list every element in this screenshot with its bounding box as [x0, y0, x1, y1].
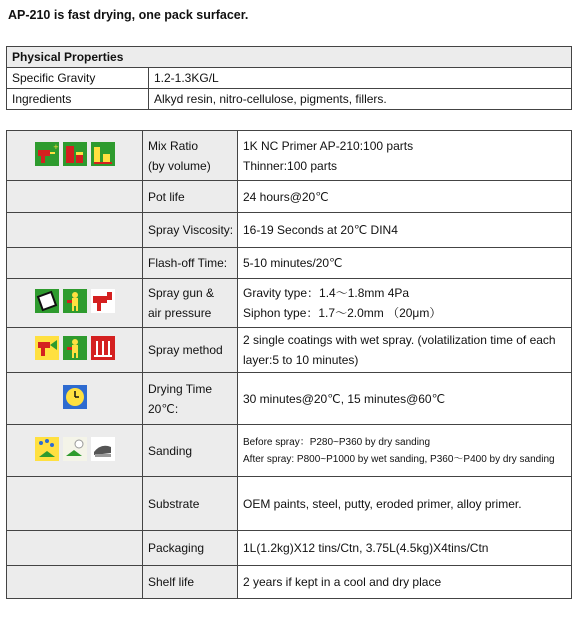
physical-properties-title: Physical Properties — [7, 47, 572, 68]
spec-icons-cell — [7, 425, 143, 477]
spec-label-line: air pressure — [148, 306, 212, 320]
spec-row — [7, 213, 572, 248]
property-label: Specific Gravity — [7, 68, 149, 89]
spec-icon-group — [63, 385, 87, 413]
spec-value-line: OEM paints, steel, putty, eroded primer, alloy primer. — [243, 496, 522, 511]
spec-value-line: Gravity type：1.4～1.8mm 4Pa — [243, 286, 410, 300]
spec-label-line: Packaging — [148, 541, 205, 555]
sprayer-person-icon — [63, 336, 87, 364]
spec-value — [238, 131, 572, 181]
spec-label — [143, 566, 238, 599]
table-header-row — [7, 47, 572, 68]
spec-icon-group — [35, 142, 115, 170]
spec-label-line: Spray gun & — [148, 286, 215, 300]
spec-row — [7, 328, 572, 373]
spec-icons-cell — [7, 531, 143, 566]
table-row — [7, 68, 572, 89]
mixing-ratio-icon — [91, 142, 115, 170]
spec-value-line: layer:5 to 10 minutes) — [243, 353, 359, 367]
spec-row — [7, 566, 572, 599]
spec-value-line: 2 single coatings with wet spray. (volatilization time of each — [243, 333, 556, 347]
table-row — [7, 89, 572, 110]
spec-label-line: Sanding — [148, 443, 193, 458]
spec-value — [238, 328, 572, 373]
spec-row — [7, 477, 572, 531]
spec-label — [143, 373, 238, 425]
page-heading: AP-210 is fast drying, one pack surfacer. — [8, 8, 249, 22]
spec-value-line: 16-19 Seconds at 20℃ DIN4 — [243, 223, 398, 237]
spec-label — [143, 279, 238, 328]
spec-label-line: Flash-off Time: — [148, 256, 228, 270]
spec-label-line: Mix Ratio — [148, 138, 199, 153]
spec-icons-cell — [7, 373, 143, 425]
spec-value — [238, 477, 572, 531]
wet-sanding-icon — [35, 437, 59, 465]
spec-label — [143, 477, 238, 531]
spec-row — [7, 131, 572, 181]
spec-value — [238, 373, 572, 425]
spec-value-line: After spray: P800~P1000 by wet sanding, P360～P400 by dry sanding — [243, 453, 555, 465]
spec-label-line: 20℃: — [148, 401, 179, 416]
spec-icons-cell — [7, 181, 143, 213]
spec-value-line: 30 minutes@20℃, 15 minutes@60℃ — [243, 391, 446, 406]
svg-text:+: + — [52, 142, 59, 151]
spec-value — [238, 279, 572, 328]
spec-label — [143, 131, 238, 181]
spec-label — [143, 531, 238, 566]
spray-gun-icon — [35, 142, 59, 170]
physical-properties-table — [6, 46, 572, 110]
spec-value-line: 2 years if kept in a cool and dry place — [243, 575, 442, 589]
spec-icons-cell — [7, 248, 143, 279]
spec-value — [238, 566, 572, 599]
spec-value-line: 1L(1.2kg)X12 tins/Ctn, 3.75L(4.5kg)X4tins/Ctn — [243, 541, 489, 555]
spec-icons-cell — [7, 566, 143, 599]
spec-label-line: Shelf life — [148, 575, 195, 589]
spec-row — [7, 373, 572, 425]
property-label: Ingredients — [7, 89, 149, 110]
spec-value-line: Siphon type：1.7～2.0mm （20μm） — [243, 306, 442, 320]
spray-coat-icon — [35, 336, 59, 364]
spec-label-line: Spray Viscosity: — [148, 223, 234, 237]
spec-row — [7, 279, 572, 328]
spec-value — [238, 181, 572, 213]
spec-label-line: Substrate — [148, 496, 200, 511]
spec-row — [7, 425, 572, 477]
spec-icons-cell — [7, 279, 143, 328]
spec-label-line: Spray method — [148, 343, 223, 357]
spec-value — [238, 213, 572, 248]
spec-row — [7, 181, 572, 213]
viscosity-cup-icon — [35, 289, 59, 317]
spec-label — [143, 248, 238, 279]
spec-icon-group — [35, 437, 115, 465]
paint-can-mix-icon — [63, 142, 87, 170]
clock-icon — [63, 385, 87, 413]
specifications-body — [7, 131, 572, 599]
spray-gun-red-icon — [91, 289, 115, 317]
spec-label-line: Drying Time — [148, 381, 213, 396]
spec-value — [238, 248, 572, 279]
spec-value — [238, 425, 572, 477]
spec-value-line: 1K NC Primer AP-210:100 parts — [243, 138, 414, 153]
spec-value-line: Before spray：P280~P360 by dry sanding — [243, 436, 431, 448]
spec-label — [143, 181, 238, 213]
property-value: Alkyd resin, nitro-cellulose, pigments, fillers. — [149, 89, 572, 110]
spec-label — [143, 328, 238, 373]
sprayer-person-icon — [63, 289, 87, 317]
layers-icon — [91, 336, 115, 364]
spec-label — [143, 213, 238, 248]
spec-value-line: Thinner:100 parts — [243, 158, 338, 173]
spec-label — [143, 425, 238, 477]
spec-label-line: (by volume) — [148, 158, 211, 173]
spec-row — [7, 531, 572, 566]
dry-sanding-icon — [63, 437, 87, 465]
spec-icons-cell — [7, 131, 143, 181]
spec-row — [7, 248, 572, 279]
spec-label-line: Pot life — [148, 189, 185, 204]
spec-icon-group — [35, 289, 115, 317]
spec-icons-cell — [7, 477, 143, 531]
spec-icons-cell — [7, 328, 143, 373]
spec-icons-cell — [7, 213, 143, 248]
spec-value-line: 5-10 minutes/20℃ — [243, 256, 343, 270]
hand-sanding-icon — [91, 437, 115, 465]
spec-value-line: 24 hours@20℃ — [243, 189, 329, 204]
spec-icon-group — [35, 336, 115, 364]
spec-value — [238, 531, 572, 566]
property-value: 1.2-1.3KG/L — [149, 68, 572, 89]
specifications-table — [6, 130, 572, 599]
